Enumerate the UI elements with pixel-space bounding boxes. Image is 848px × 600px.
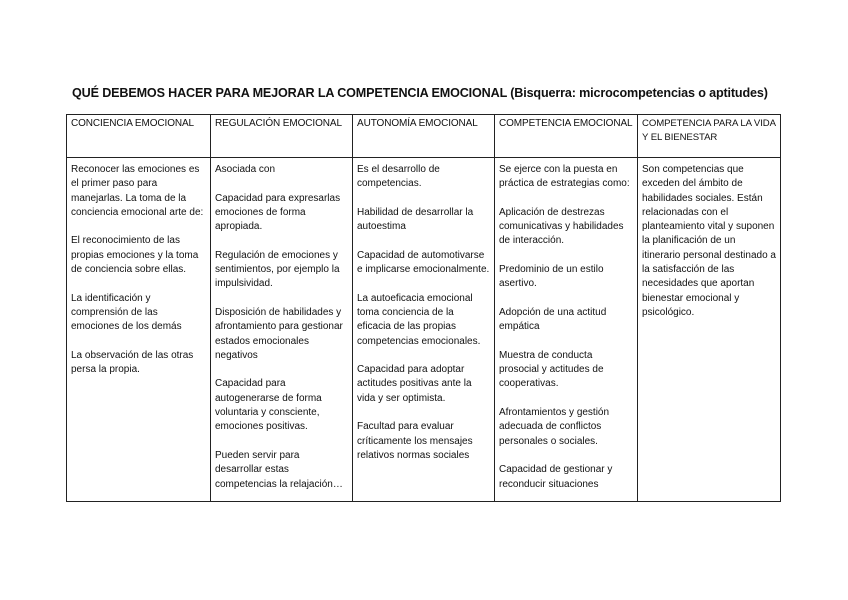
header-competencia-vida-bienestar: COMPETENCIA PARA LA VIDA Y EL BIENESTAR bbox=[638, 115, 781, 158]
header-competencia-emocional: COMPETENCIA EMOCIONAL bbox=[495, 115, 638, 158]
paragraph: Aplicación de destrezas comunicativas y habilidades de interacción. bbox=[499, 206, 624, 247]
cell-conciencia-emocional bbox=[67, 158, 211, 502]
paragraph: Capacidad de gestionar y reconducir situaciones bbox=[499, 464, 613, 490]
paragraph: El reconocimiento de las propias emociones y la toma de conciencia sobre ellas. bbox=[71, 235, 199, 276]
content-row bbox=[67, 158, 781, 502]
cell-regulacion-emocional bbox=[211, 158, 353, 502]
paragraph: Capacidad para autogenerarse de forma voluntaria y consciente, emociones positivas. bbox=[215, 378, 322, 433]
competencias-table bbox=[66, 114, 781, 502]
paragraph: Pueden servir para desarrollar estas competencias la relajación… bbox=[215, 449, 343, 490]
header-autonomia-emocional: AUTONOMÍA EMOCIONAL bbox=[353, 115, 495, 158]
cell-autonomia-emocional bbox=[353, 158, 495, 502]
paragraph: La observación de las otras persa la propia. bbox=[71, 349, 194, 376]
header-row bbox=[67, 115, 781, 158]
paragraph: Capacidad para adoptar actitudes positivas ante la vida y ser optimista. bbox=[357, 364, 472, 404]
paragraph: Afrontamientos y gestión adecuada de conflictos personales o sociales. bbox=[499, 407, 610, 447]
paragraph: Muestra de conducta prosocial y actitudes de cooperativas. bbox=[499, 349, 604, 390]
paragraph: La identificación y comprensión de las emociones de los demás bbox=[71, 292, 182, 333]
cell-competencia-emocional bbox=[495, 158, 638, 502]
paragraph: Regulación de emociones y sentimientos, por ejemplo la impulsividad. bbox=[215, 249, 340, 290]
paragraph: Disposición de habilidades y afrontamiento para gestionar estados emocionales negativos bbox=[215, 306, 343, 361]
paragraph: Habilidad de desarrollar la autoestima bbox=[357, 206, 474, 233]
paragraph: Es el desarrollo de competencias. bbox=[357, 164, 440, 190]
paragraph: Son competencias que exceden del ámbito de habilidades sociales. Están relacionadas con el planteamiento vital y suponen la planificación de un itinerario personal destinado a la satisfacción de las necesidades que aportan bienestar emocional y psicológico. bbox=[642, 164, 776, 318]
paragraph: Facultad para evaluar críticamente los mensajes relativos normas sociales bbox=[357, 421, 473, 461]
paragraph: Predominio de un estilo asertivo. bbox=[499, 264, 604, 290]
header-regulacion-emocional: REGULACIÓN EMOCIONAL bbox=[211, 115, 353, 158]
page-title: QUÉ DEBEMOS HACER PARA MEJORAR LA COMPETENCIA EMOCIONAL (Bisquerra: microcompetencias o aptitudes) bbox=[72, 86, 768, 100]
paragraph: Adopción de una actitud empática bbox=[499, 306, 607, 333]
paragraph: Asociada con bbox=[215, 164, 276, 175]
paragraph: Reconocer las emociones es el primer paso para manejarlas. La toma de la conciencia emocional arte de: bbox=[71, 164, 204, 218]
paragraph: Capacidad para expresarlas emociones de forma apropiada. bbox=[215, 192, 341, 233]
header-conciencia-emocional: CONCIENCIA EMOCIONAL bbox=[67, 115, 211, 158]
paragraph: La autoeficacia emocional toma conciencia de la eficacia de las propias competencias emocionales. bbox=[357, 292, 481, 347]
paragraph: Capacidad de automotivarse e implicarse emocionalmente. bbox=[357, 249, 490, 276]
cell-competencia-vida-bienestar bbox=[638, 158, 781, 502]
paragraph: Se ejerce con la puesta en práctica de estrategias como: bbox=[499, 164, 630, 190]
